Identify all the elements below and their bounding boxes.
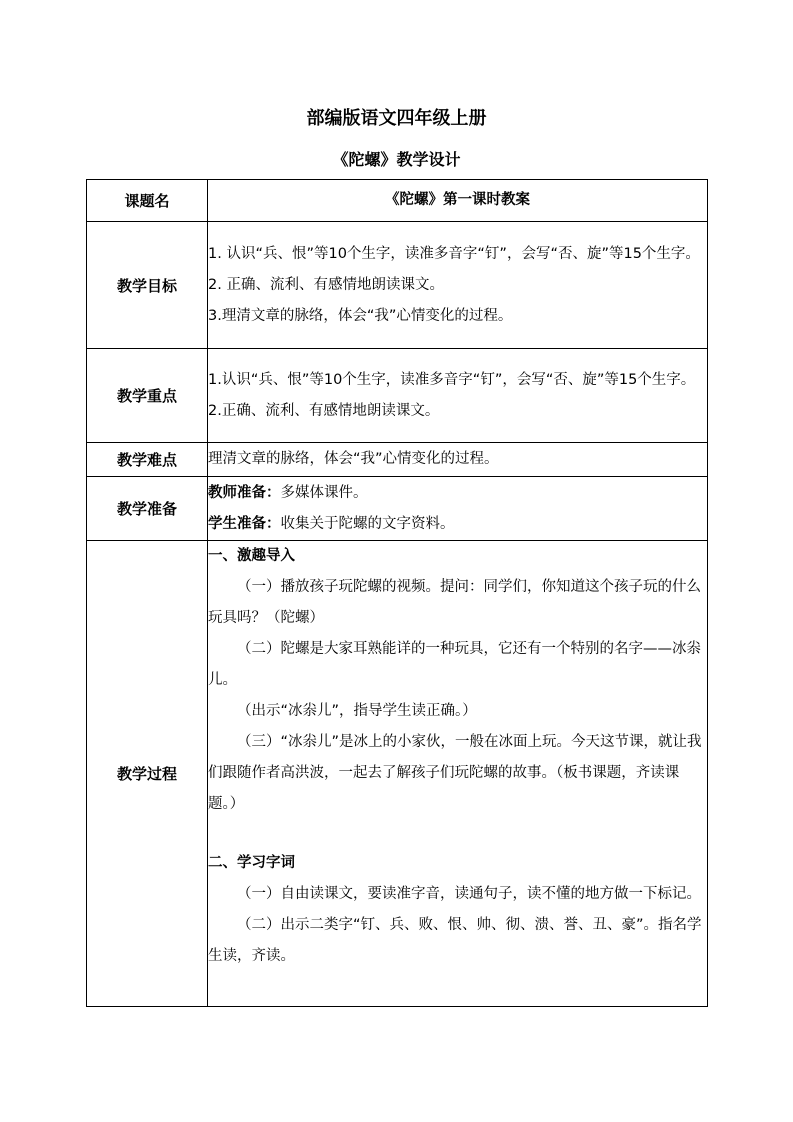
key-point-item: 2.正确、流利、有感情地朗读课文。 xyxy=(208,402,440,419)
preparation-label: 教学准备 xyxy=(87,477,208,541)
process-paragraph: （三）“冰尜儿”是冰上的小家伙，一般在冰面上玩。今天这节课，就让我们跟随作者高洪波，一起去了解孩子们玩陀螺的故事。（板书课题，齐读课题。） xyxy=(208,734,702,812)
difficulty-label: 教学难点 xyxy=(87,443,208,477)
objective-item: 1. 认识“兵、恨”等10个生字，读准多音字“钉”，会写“否、旋”等15个生字。 xyxy=(208,245,700,262)
objectives-label: 教学目标 xyxy=(87,222,208,349)
process-paragraph: （二）出示二类字“钉、兵、败、恨、帅、彻、溃、誉、丑、豪”。指名学生读，齐读。 xyxy=(208,917,702,964)
objective-item: 2. 正确、流利、有感情地朗读课文。 xyxy=(208,276,444,293)
table-row-objectives xyxy=(87,222,708,349)
table-row-header xyxy=(87,180,708,222)
key-point-item: 1.认识“兵、恨”等10个生字，读准多音字“钉”，会写“否、旋”等15个生字。 xyxy=(208,371,696,388)
teacher-preparation xyxy=(208,478,707,509)
key-points-label: 教学重点 xyxy=(87,349,208,443)
document-title: 部编版语文四年级上册 xyxy=(306,108,487,129)
process-paragraph: （出示“冰尜儿”，指导学生读正确。） xyxy=(237,703,477,719)
student-preparation-label: 学生准备： xyxy=(208,515,281,532)
preparation-content xyxy=(208,477,708,541)
process-paragraph: （二）陀螺是大家耳熟能详的一种玩具，它还有一个特别的名字——冰尜儿。 xyxy=(208,641,701,688)
lesson-plan-table xyxy=(86,179,708,1007)
table-row-difficulty xyxy=(87,443,708,477)
table-row-process xyxy=(87,541,708,1007)
header-value: 《陀螺》第一课时教案 xyxy=(208,180,708,222)
process-section-title: 一、激趣导入 xyxy=(208,548,295,564)
key-points-content xyxy=(208,349,708,443)
section-gap xyxy=(208,820,707,848)
student-preparation-text: 收集关于陀螺的文字资料。 xyxy=(280,515,455,532)
objectives-content xyxy=(208,222,708,349)
teacher-preparation-label: 教师准备： xyxy=(208,484,281,501)
header-label: 课题名 xyxy=(87,180,208,222)
table-row-key-points xyxy=(87,349,708,443)
table-row-preparation xyxy=(87,477,708,541)
process-section-title: 二、学习字词 xyxy=(208,855,295,871)
process-label: 教学过程 xyxy=(87,541,208,1007)
process-paragraph: （一）播放孩子玩陀螺的视频。提问：同学们，你知道这个孩子玩的什么玩具吗？（陀螺） xyxy=(208,579,701,626)
difficulty-text: 理清文章的脉络，体会“我”心情变化的过程。 xyxy=(208,443,708,477)
teacher-preparation-text: 多媒体课件。 xyxy=(280,484,368,501)
objective-item: 3.理清文章的脉络，体会“我”心情变化的过程。 xyxy=(208,307,513,324)
process-paragraph: （一）自由读课文，要读准字音，读通句子，读不懂的地方做一下标记。 xyxy=(237,886,701,902)
document-subtitle: 《陀螺》教学设计 xyxy=(332,150,461,169)
student-preparation xyxy=(208,509,707,540)
process-content xyxy=(208,541,708,1007)
